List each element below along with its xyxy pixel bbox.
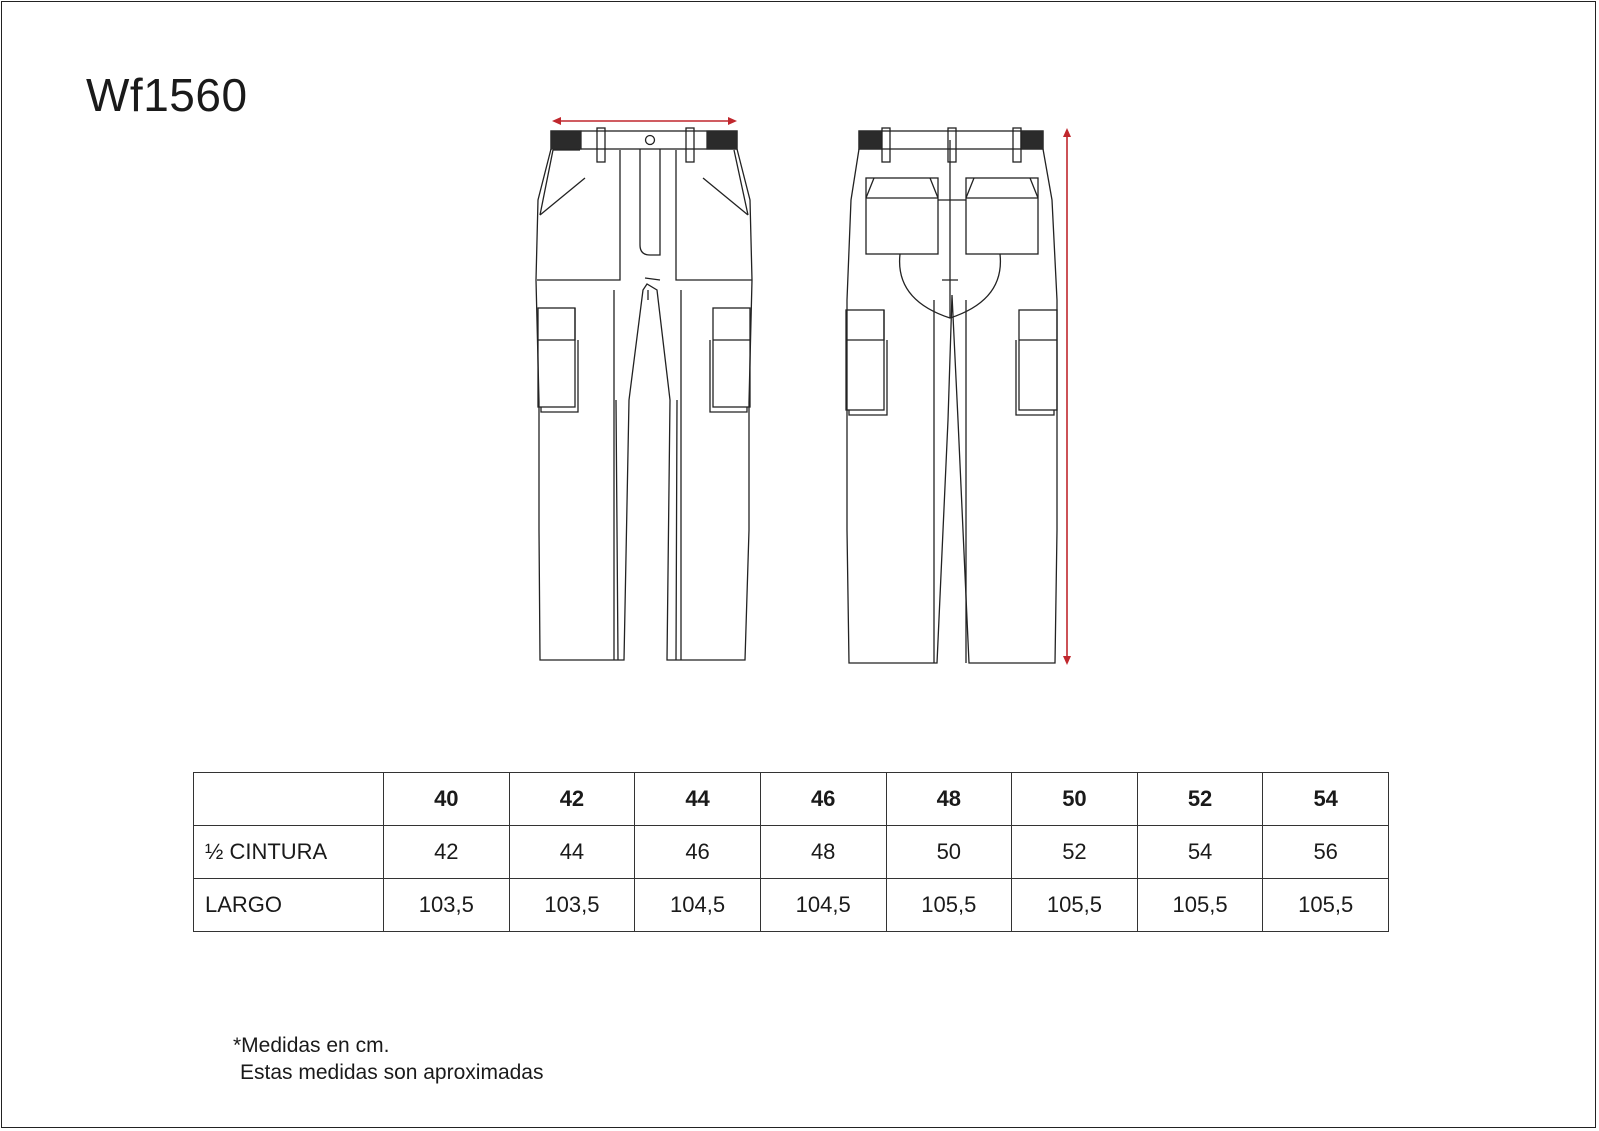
elastic-left (551, 131, 581, 149)
table-cell: 103,5 (509, 879, 635, 932)
elastic-right (1021, 131, 1043, 149)
row-label: LARGO (194, 879, 384, 932)
note-approximate: Estas medidas son aproximadas (240, 1061, 544, 1084)
measurement-note (233, 1032, 544, 1086)
elastic-left (859, 131, 881, 149)
table-cell: 105,5 (1263, 879, 1389, 932)
trousers-front-icon (536, 128, 752, 660)
table-cell: 104,5 (635, 879, 761, 932)
elastic-right (707, 131, 737, 149)
table-cell: 104,5 (760, 879, 886, 932)
product-code-title: Wf1560 (86, 69, 248, 121)
size-header-cell: 50 (1012, 773, 1138, 826)
table-row-length (194, 879, 1389, 932)
size-header-cell: 48 (886, 773, 1012, 826)
size-header-cell: 54 (1263, 773, 1389, 826)
note-units: *Medidas en cm. (233, 1034, 390, 1057)
size-header-cell: 52 (1137, 773, 1263, 826)
table-cell: 103,5 (384, 879, 510, 932)
table-cell: 50 (886, 826, 1012, 879)
table-cell: 42 (384, 826, 510, 879)
size-header-cell: 42 (509, 773, 635, 826)
row-label: ½ CINTURA (194, 826, 384, 879)
trousers-back-icon (846, 128, 1057, 663)
size-header-row (194, 773, 1389, 826)
table-cell: 46 (635, 826, 761, 879)
table-cell: 105,5 (886, 879, 1012, 932)
table-cell: 52 (1012, 826, 1138, 879)
table-cell: 48 (760, 826, 886, 879)
table-cell: 44 (509, 826, 635, 879)
size-header-cell: 46 (760, 773, 886, 826)
table-cell: 56 (1263, 826, 1389, 879)
table-cell: 54 (1137, 826, 1263, 879)
table-cell: 105,5 (1012, 879, 1138, 932)
size-header-cell: 44 (635, 773, 761, 826)
size-table (193, 772, 1389, 932)
table-cell: 105,5 (1137, 879, 1263, 932)
table-row-half-waist (194, 826, 1389, 879)
size-header-empty-cell (194, 773, 384, 826)
size-header-cell: 40 (384, 773, 510, 826)
